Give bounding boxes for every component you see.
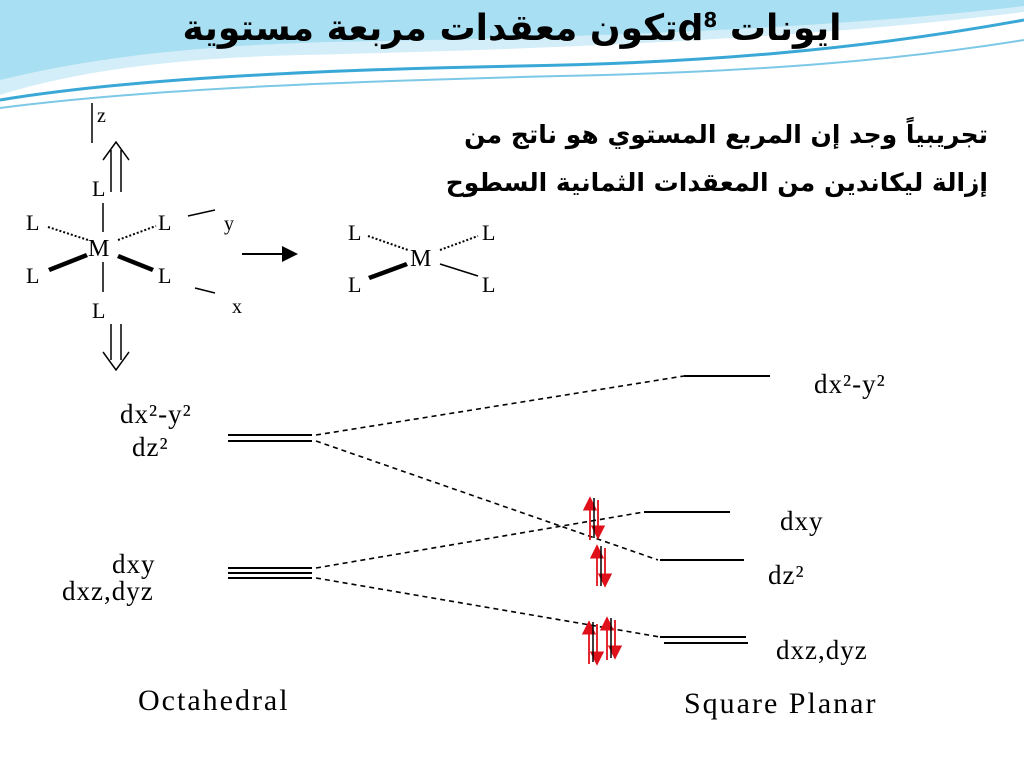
bond-lower-right-wedge [117,254,154,272]
ligand-bottom: L [92,298,106,323]
sp-level-dx2y2-label: dx²-y² [814,369,886,399]
ligand-lower-left: L [26,263,40,288]
sp-level-dxz-dyz-label: dxz,dyz [776,635,868,665]
sp-ligand-upper-right: L [482,220,496,245]
axis-z-label: z [97,105,106,127]
sp-bond-lower-right [440,264,478,276]
ligand-top: L [92,176,106,201]
ligand-upper-left: L [26,210,40,235]
sp-ligand-lower-right: L [482,272,496,297]
x-axis-line [195,288,215,293]
electron-tick-marks [593,498,611,662]
correlation-lines [316,376,684,637]
sp-ligand-upper-left: L [348,220,362,245]
axis-x-label: x [232,296,242,318]
bond-upper-left [48,227,88,240]
oct-level-dxz-dyz-label: dxz,dyz [62,576,154,606]
title-ion-superscript: 8 [703,8,718,32]
octahedral-energy-levels [62,399,312,606]
title-ion-symbol: d [677,8,704,49]
axis-y-label: y [224,213,234,235]
sp-bond-upper-right [440,236,478,250]
metal-octahedral: M [88,236,110,262]
octahedral-structure [26,103,242,370]
square-planar-energy-levels [644,369,886,665]
metal-square-planar: M [410,246,432,272]
y-axis-line [188,210,215,216]
sp-bond-lower-left-wedge [368,262,408,280]
ligand-lower-right: L [158,263,172,288]
title-text-after: تكون معقدات مربعة مستوية [182,8,678,49]
down-double-arrow [103,324,129,370]
up-double-arrow [103,142,129,192]
description-line-1: تجريبياً وجد إن المربع المستوي هو ناتج من [464,120,988,149]
bond-upper-right [118,226,156,240]
ligand-upper-right: L [158,210,172,235]
title-text-before: ايونات [717,8,842,49]
caption-octahedral: Octahedral [138,684,290,717]
sp-bond-upper-left [368,236,408,250]
oct-level-dx2y2-label: dx²-y² [120,399,192,429]
oct-level-dxy-label: dxy [112,549,156,579]
sp-level-dxy-label: dxy [780,506,824,536]
sp-ligand-lower-left: L [348,272,362,297]
bond-lower-left-wedge [48,253,88,272]
description-line-2: إزالة ليكاندين من المعقدات الثمانية السطوح [445,168,988,197]
sp-level-dz2-label: dz² [768,560,805,590]
oct-level-dz2-label: dz² [132,432,169,462]
caption-square-planar: Square Planar [684,687,878,720]
square-planar-structure [348,220,495,297]
